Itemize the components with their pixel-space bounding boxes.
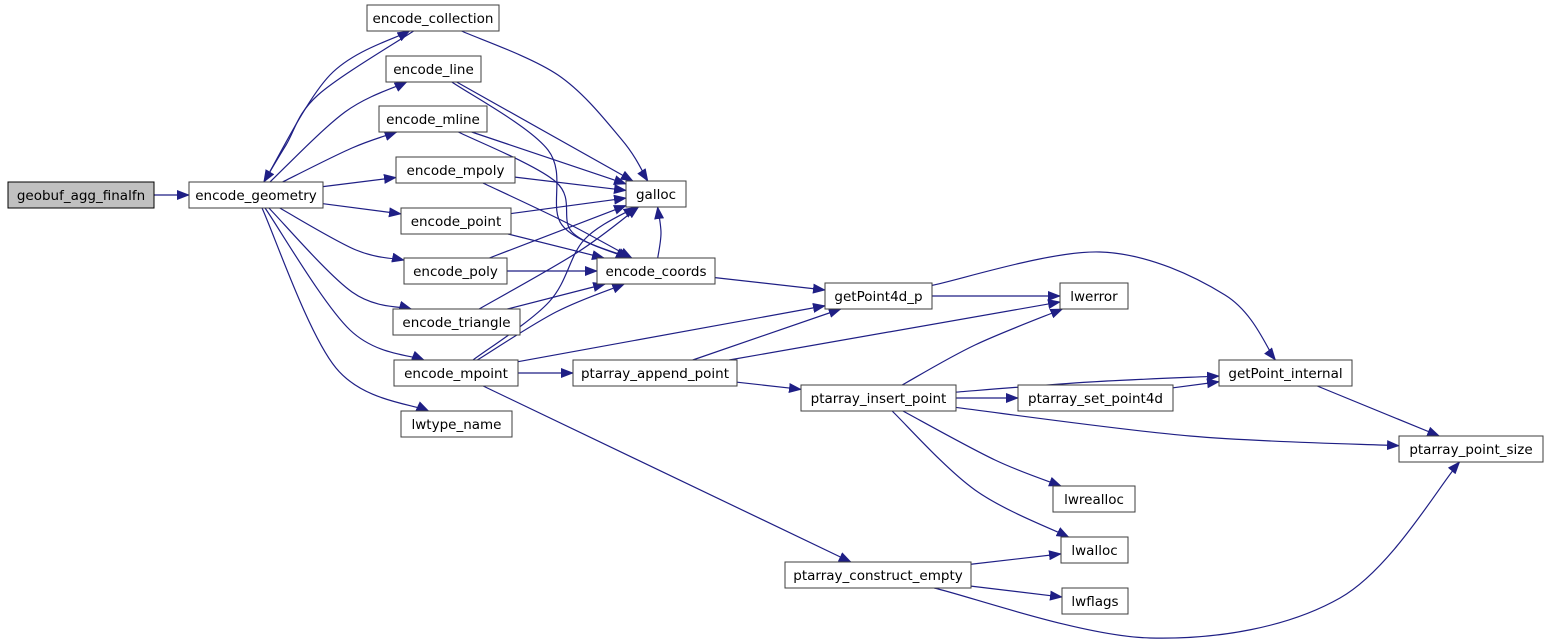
edge-getPoint_internal-to-ptarray_point_size: [1317, 386, 1439, 436]
node-encode_point[interactable]: [401, 208, 511, 234]
node-ptarray_point_size[interactable]: [1399, 436, 1543, 462]
edge-encode_geometry-to-encode_mpoint: [265, 208, 424, 360]
node-ptarray_append_point[interactable]: [573, 360, 737, 386]
edge-encode_geometry-to-encode_poly: [280, 208, 404, 260]
node-label-encode_geometry: encode_geometry: [195, 188, 317, 204]
node-lwalloc[interactable]: [1061, 537, 1128, 563]
node-label-geobuf_agg_finalfn: geobuf_agg_finalfn: [16, 188, 146, 204]
node-ptarray_set_point4d[interactable]: [1018, 385, 1173, 411]
node-label-encode_point: encode_point: [410, 214, 502, 230]
nodes-layer: [8, 5, 1543, 614]
node-label-lwalloc: lwalloc: [1071, 543, 1118, 559]
node-label-ptarray_set_point4d: ptarray_set_point4d: [1028, 391, 1163, 407]
node-getPoint_internal[interactable]: [1219, 360, 1352, 386]
node-encode_geometry[interactable]: [189, 182, 323, 208]
edge-encode_coords-to-galloc: [658, 207, 661, 258]
edge-ptarray_insert_point-to-lwrealloc: [903, 411, 1061, 486]
node-geobuf_agg_finalfn: [8, 182, 154, 208]
node-label-lwflags: lwflags: [1071, 594, 1119, 610]
node-label-encode_mline: encode_mline: [386, 112, 480, 128]
node-encode_mline[interactable]: [379, 106, 487, 132]
node-label-ptarray_point_size: ptarray_point_size: [1409, 442, 1533, 458]
node-lwflags[interactable]: [1062, 588, 1128, 614]
node-label-getPoint4d_p: getPoint4d_p: [834, 289, 923, 305]
edge-ptarray_insert_point-to-ptarray_point_size: [956, 407, 1399, 445]
node-label-getPoint_internal: getPoint_internal: [1228, 366, 1343, 382]
node-label-encode_mpoly: encode_mpoly: [406, 163, 505, 179]
node-label-encode_triangle: encode_triangle: [402, 315, 511, 331]
edge-encode_geometry-to-encode_mpoly: [323, 177, 396, 186]
node-ptarray_construct_empty[interactable]: [785, 562, 971, 588]
edge-ptarray_construct_empty-to-lwalloc: [971, 554, 1061, 564]
node-label-ptarray_insert_point: ptarray_insert_point: [810, 391, 947, 407]
node-label-encode_collection: encode_collection: [372, 11, 494, 27]
node-label-lwrealloc: lwrealloc: [1064, 492, 1124, 508]
node-label-lwerror: lwerror: [1070, 289, 1118, 305]
node-encode_triangle[interactable]: [393, 309, 520, 335]
edge-encode_geometry-to-encode_mline: [283, 132, 397, 182]
edge-encode_geometry-to-encode_point: [323, 204, 401, 214]
edges-layer: [154, 31, 1460, 638]
node-label-encode_line: encode_line: [393, 62, 474, 78]
edge-ptarray_construct_empty-to-lwflags: [971, 586, 1062, 597]
edge-encode_mline-to-encode_coords: [458, 132, 628, 258]
edge-ptarray_insert_point-to-lwerror: [902, 309, 1062, 385]
edge-encode_coords-to-getPoint4d_p: [715, 278, 825, 290]
edge-encode_point-to-encode_coords: [508, 234, 604, 258]
edge-ptarray_insert_point-to-lwalloc: [892, 411, 1068, 537]
node-encode_poly[interactable]: [404, 258, 507, 284]
edge-encode_mpoly-to-galloc: [515, 177, 626, 190]
node-lwrealloc[interactable]: [1053, 486, 1135, 512]
edge-encode_mpoint-to-ptarray_construct_empty: [483, 386, 851, 562]
node-encode_mpoly[interactable]: [396, 157, 515, 183]
node-label-encode_mpoint: encode_mpoint: [404, 366, 508, 382]
node-getPoint4d_p[interactable]: [825, 283, 932, 309]
node-encode_coords[interactable]: [597, 258, 715, 284]
node-encode_collection[interactable]: [367, 5, 499, 31]
node-label-ptarray_construct_empty: ptarray_construct_empty: [793, 568, 963, 584]
node-ptarray_insert_point[interactable]: [801, 385, 956, 411]
node-lwerror[interactable]: [1060, 283, 1128, 309]
edge-ptarray_set_point4d-to-getPoint_internal: [1173, 382, 1219, 388]
node-label-galloc: galloc: [635, 187, 677, 203]
node-label-ptarray_append_point: ptarray_append_point: [580, 366, 730, 382]
node-lwtype_name[interactable]: [401, 411, 512, 437]
edge-ptarray_construct_empty-to-ptarray_point_size: [934, 462, 1459, 638]
node-label-lwtype_name: lwtype_name: [411, 417, 502, 433]
edge-encode_point-to-galloc: [511, 198, 626, 214]
edge-encode_mpoint-to-getPoint4d_p: [518, 306, 825, 362]
edge-ptarray_append_point-to-ptarray_insert_point: [737, 382, 801, 389]
node-label-encode_poly: encode_poly: [413, 264, 498, 280]
node-label-encode_coords: encode_coords: [605, 264, 707, 280]
node-encode_line[interactable]: [386, 56, 481, 82]
node-galloc[interactable]: [626, 181, 686, 207]
node-encode_mpoint[interactable]: [394, 360, 518, 386]
